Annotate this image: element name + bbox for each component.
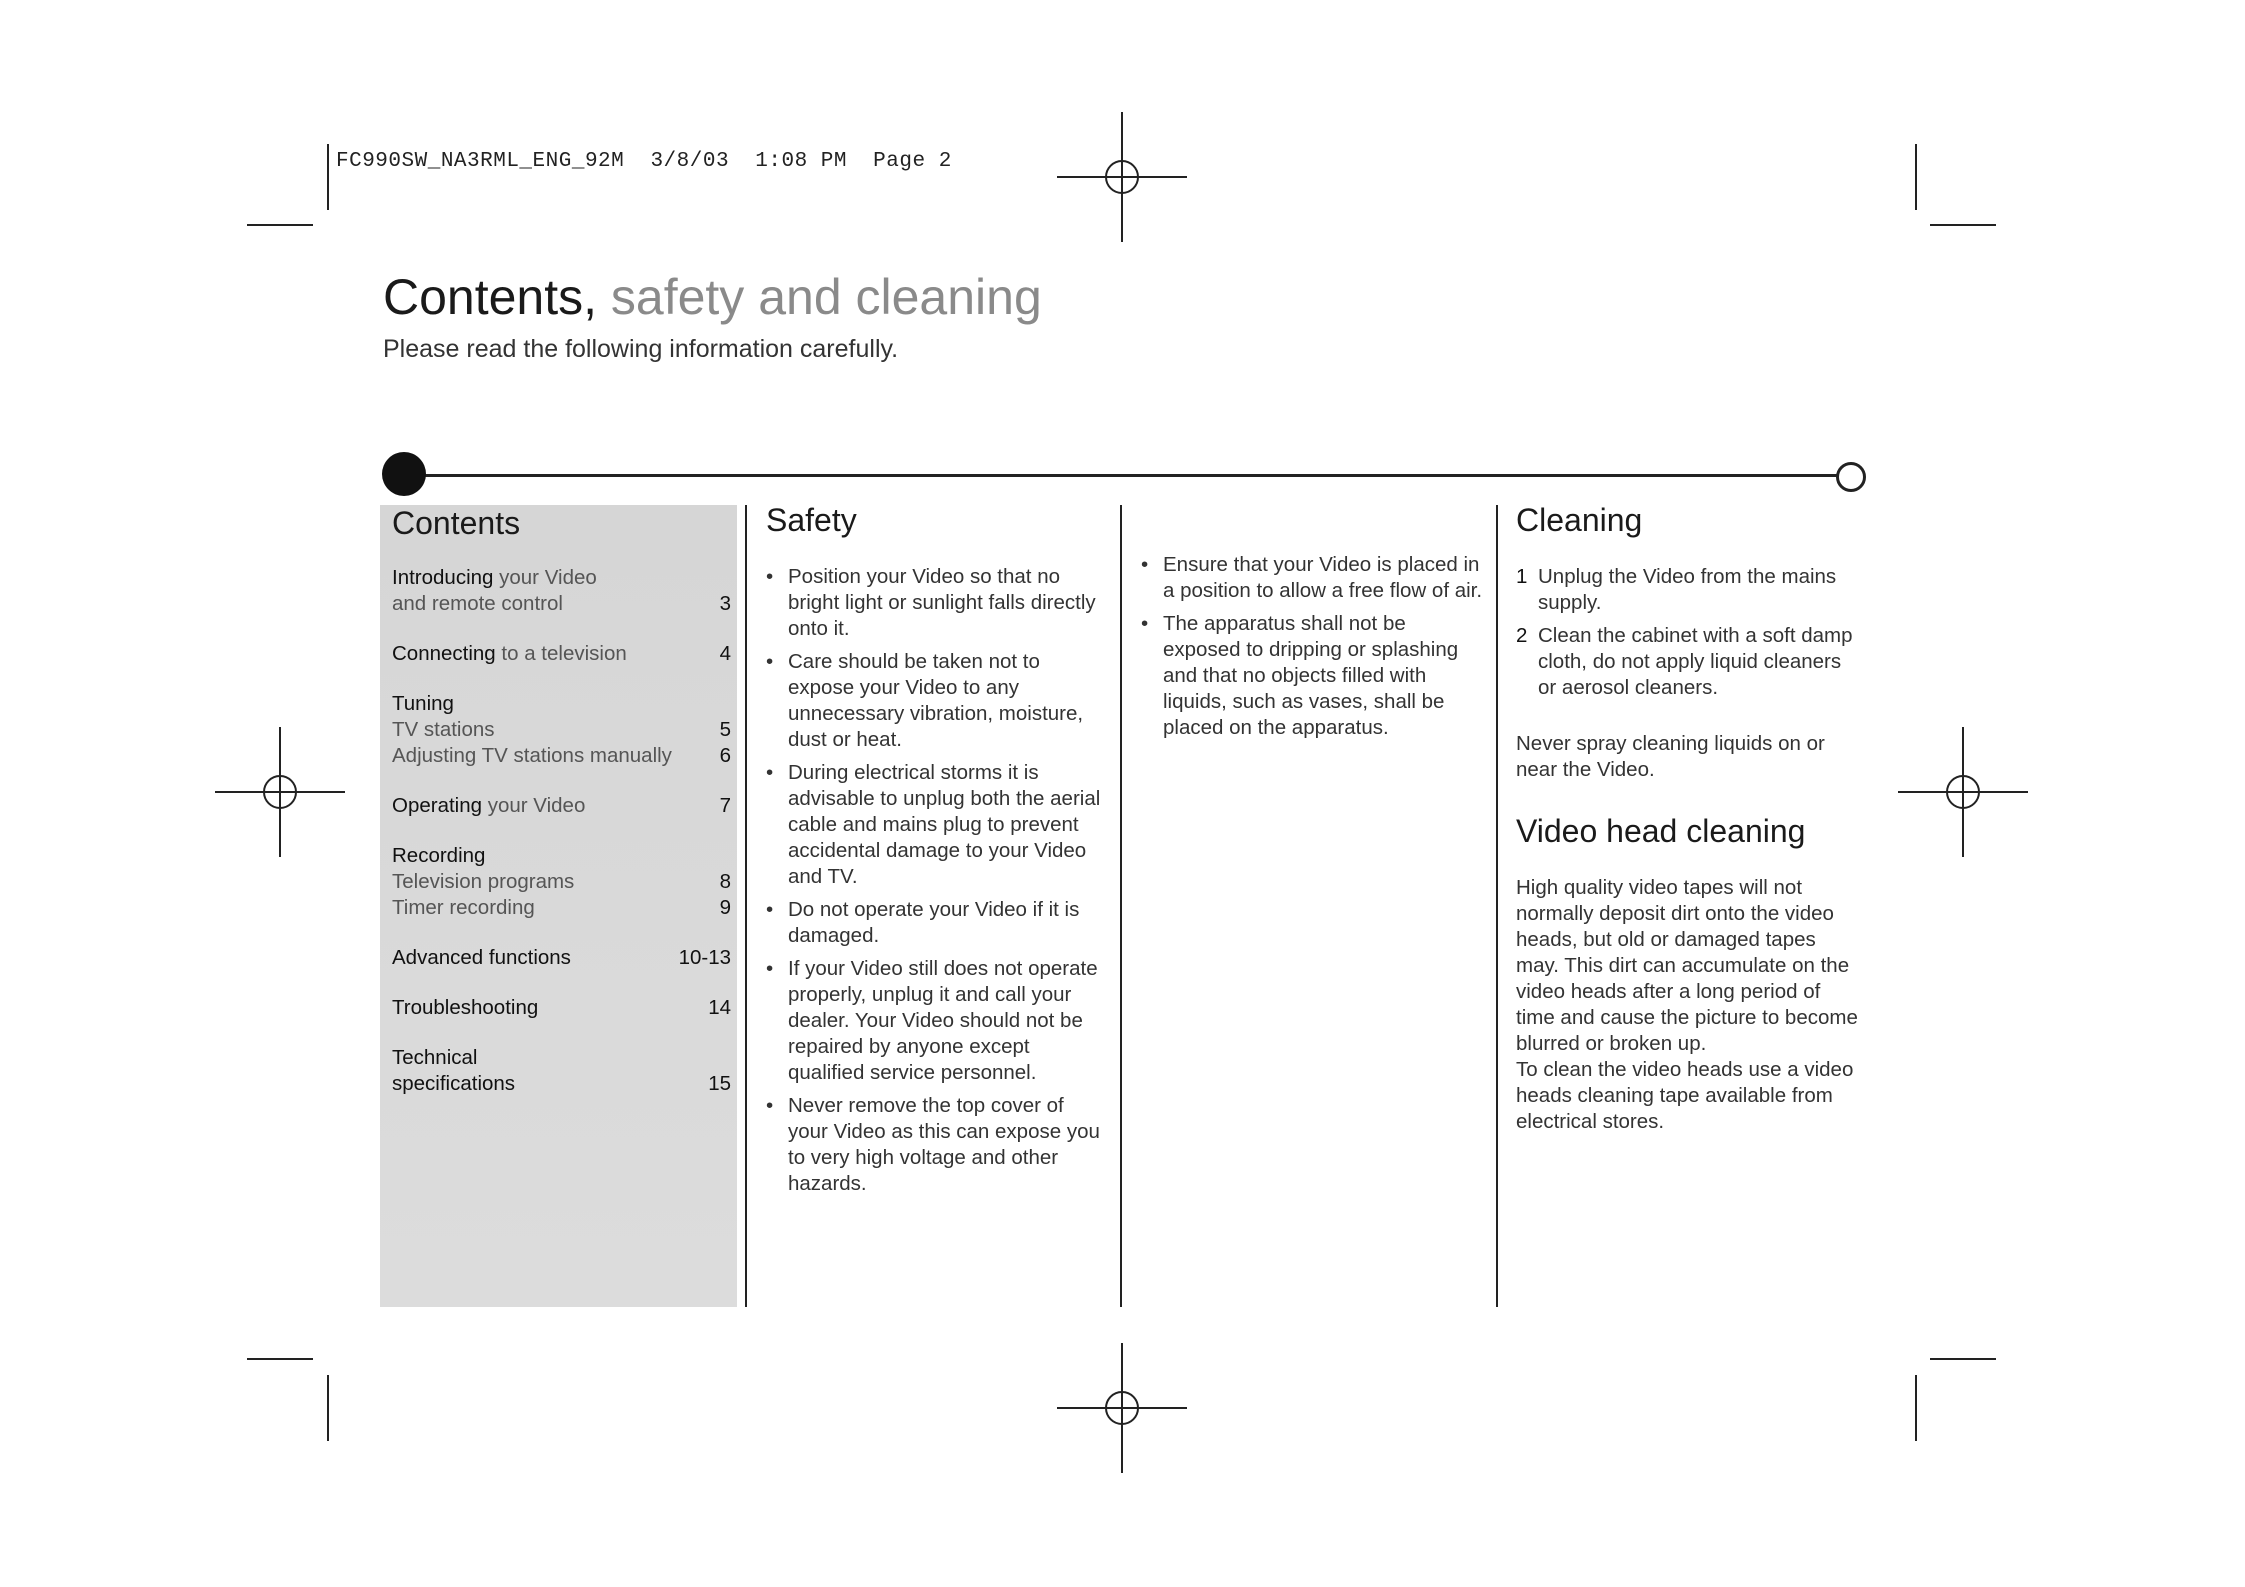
crop-mark-top-right-horizontal xyxy=(1930,224,1996,226)
registration-mark-left-icon xyxy=(215,727,345,857)
contents-entry-label xyxy=(392,1071,515,1097)
contents-entry-page: 4 xyxy=(719,642,731,665)
safety-item xyxy=(766,1093,1106,1197)
contents-heading: Contents xyxy=(392,505,521,541)
contents-entry-page: 8 xyxy=(719,870,731,893)
bullet-icon: • xyxy=(766,957,774,980)
cleaning-step xyxy=(1516,564,1861,616)
contents-group xyxy=(392,565,737,617)
contents-entry xyxy=(392,995,737,1021)
safety-item xyxy=(766,649,1106,753)
contents-entry-label xyxy=(392,717,495,743)
contents-entry-topic: Tuning xyxy=(392,692,454,715)
contents-group xyxy=(392,1045,737,1097)
safety-list-continued xyxy=(1141,552,1486,741)
contents-entry xyxy=(392,1071,737,1097)
cleaning-steps xyxy=(1516,564,1861,701)
crop-mark-top-left-horizontal xyxy=(247,224,313,226)
contents-entry-label xyxy=(392,995,538,1021)
page-title xyxy=(383,268,1042,326)
contents-entry-topic: Introducing xyxy=(392,566,494,589)
column-divider-2 xyxy=(1120,505,1122,1307)
safety-item xyxy=(766,760,1106,890)
contents-entry-label xyxy=(392,843,485,869)
contents-entry-topic: Operating xyxy=(392,794,483,817)
contents-entry xyxy=(392,743,737,769)
contents-entry xyxy=(392,717,737,743)
safety-item-text: If your Video still does not operate properly, unplug it and call your dealer. Your Video should not be repaired by anyone except qualified service personnel. xyxy=(788,957,1098,1084)
contents-panel xyxy=(380,505,737,1307)
bullet-icon: • xyxy=(1141,612,1149,635)
cleaning-step-text: Unplug the Video from the mains supply. xyxy=(1538,565,1837,614)
safety-item xyxy=(766,564,1106,642)
contents-entry-label xyxy=(392,565,597,591)
column-divider-3 xyxy=(1496,505,1498,1307)
contents-entry-detail: and remote control xyxy=(392,592,563,615)
contents-entry xyxy=(392,691,737,717)
cleaning-step-number: 1 xyxy=(1516,565,1528,588)
contents-entry-page: 7 xyxy=(719,794,731,817)
contents-entry-page: 9 xyxy=(719,896,731,919)
bullet-icon: • xyxy=(766,650,774,673)
crop-mark-bottom-right-horizontal xyxy=(1930,1358,1996,1360)
cleaning-heading: Cleaning xyxy=(1516,502,1643,538)
safety-column xyxy=(766,500,1106,1204)
contents-group xyxy=(392,995,737,1021)
bullet-icon: • xyxy=(766,761,774,784)
contents-entry-detail: to a television xyxy=(495,642,627,665)
page-title-main: Contents, xyxy=(383,269,598,325)
crop-mark-bottom-left-horizontal xyxy=(247,1358,313,1360)
contents-entry-label xyxy=(392,591,563,617)
safety-item xyxy=(766,956,1106,1086)
contents-group xyxy=(392,691,737,769)
crop-mark-top-left-vertical xyxy=(327,144,329,210)
contents-entry-page: 10-13 xyxy=(678,946,731,969)
contents-entry xyxy=(392,869,737,895)
safety-item-text: Do not operate your Video if it is damaged. xyxy=(788,898,1080,947)
safety-item xyxy=(1141,611,1486,741)
contents-entry-label xyxy=(392,691,454,717)
safety-item-text: Ensure that your Video is placed in a position to allow a free flow of air. xyxy=(1163,553,1483,602)
contents-entry xyxy=(392,843,737,869)
crop-mark-bottom-left-vertical xyxy=(327,1375,329,1441)
contents-entry xyxy=(392,945,737,971)
contents-entry-detail: your Video xyxy=(482,794,586,817)
safety-item xyxy=(1141,552,1486,604)
safety-item-text: Never remove the top cover of your Video as this can expose you to very high voltage and other hazards. xyxy=(788,1094,1100,1195)
contents-entry-detail: Timer recording xyxy=(392,896,535,919)
contents-entry-detail: Adjusting TV stations manually xyxy=(392,744,672,767)
page-title-accent: safety and cleaning xyxy=(597,269,1042,325)
safety-continued-column xyxy=(1141,552,1486,748)
bullet-icon: • xyxy=(766,565,774,588)
video-head-cleaning-paragraph-2: To clean the video heads use a video heads cleaning tape available from electrical stores. xyxy=(1516,1058,1854,1133)
cleaning-note: Never spray cleaning liquids on or near the Video. xyxy=(1516,732,1825,781)
contents-entry-label xyxy=(392,743,672,769)
contents-entry-label xyxy=(392,793,585,819)
contents-entry-detail: TV stations xyxy=(392,718,495,741)
video-head-cleaning-heading: Video head cleaning xyxy=(1516,813,1806,849)
crop-mark-top-right-vertical xyxy=(1915,144,1917,210)
contents-entry-topic: specifications xyxy=(392,1072,516,1095)
contents-group xyxy=(392,945,737,971)
bullet-icon: • xyxy=(1141,553,1149,576)
bullet-icon: • xyxy=(766,1094,774,1117)
section-rule xyxy=(404,474,1844,477)
contents-entry xyxy=(392,793,737,819)
contents-entry-label xyxy=(392,641,627,667)
rule-end-circle-icon xyxy=(1836,462,1866,492)
contents-entry-page: 5 xyxy=(719,718,731,741)
safety-item-text: During electrical storms it is advisable to unplug both the aerial cable and mains plug to prevent accidental damage to your Video and TV. xyxy=(788,761,1101,888)
bullet-icon: • xyxy=(766,898,774,921)
contents-entry-topic: Recording xyxy=(392,844,486,867)
contents-entry xyxy=(392,565,737,591)
rule-start-dot-icon xyxy=(382,452,426,496)
contents-entry-label xyxy=(392,1045,477,1071)
cleaning-column xyxy=(1516,500,1861,1157)
contents-entry-page: 3 xyxy=(719,592,731,615)
contents-entry-label xyxy=(392,895,535,921)
cleaning-step-text: Clean the cabinet with a soft damp cloth, do not apply liquid cleaners or aerosol cleaners. xyxy=(1538,624,1853,699)
cleaning-step-number: 2 xyxy=(1516,624,1528,647)
contents-entry-topic: Troubleshooting xyxy=(392,996,539,1019)
contents-entry-label xyxy=(392,869,574,895)
safety-list xyxy=(766,564,1106,1197)
contents-entry-label xyxy=(392,945,571,971)
contents-list xyxy=(392,565,737,1121)
contents-entry-topic: Advanced functions xyxy=(392,946,571,969)
contents-entry-topic: Technical xyxy=(392,1046,478,1069)
crop-mark-bottom-right-vertical xyxy=(1915,1375,1917,1441)
contents-entry-page: 14 xyxy=(708,996,731,1019)
safety-heading: Safety xyxy=(766,502,857,538)
contents-entry-detail: your Video xyxy=(493,566,597,589)
safety-item xyxy=(766,897,1106,949)
print-header: FC990SW_NA3RML_ENG_92M 3/8/03 1:08 PM Page 2 xyxy=(336,150,952,173)
safety-item-text: Position your Video so that no bright light or sunlight falls directly onto it. xyxy=(788,565,1096,640)
contents-entry-page: 15 xyxy=(708,1072,731,1095)
contents-entry xyxy=(392,895,737,921)
registration-mark-right-icon xyxy=(1898,727,2028,857)
page-subtitle: Please read the following information carefully. xyxy=(383,335,899,363)
contents-entry xyxy=(392,1045,737,1071)
contents-group xyxy=(392,793,737,819)
contents-entry xyxy=(392,591,737,617)
cleaning-step xyxy=(1516,623,1861,701)
contents-group xyxy=(392,641,737,667)
registration-mark-top-icon xyxy=(1057,112,1187,242)
safety-item-text: The apparatus shall not be exposed to dripping or splashing and that no objects filled with liquids, such as vases, shall be placed on the apparatus. xyxy=(1163,612,1459,739)
contents-entry-detail: Television programs xyxy=(392,870,575,893)
video-head-cleaning-paragraph-1: High quality video tapes will not normally deposit dirt onto the video heads, but old or damaged tapes may. This dirt can accumulate on the video heads after a long period of time and cause the picture to become blurred or broken up. xyxy=(1516,876,1858,1055)
contents-group xyxy=(392,843,737,921)
registration-mark-bottom-icon xyxy=(1057,1343,1187,1473)
contents-entry-topic: Connecting xyxy=(392,642,496,665)
contents-entry xyxy=(392,641,737,667)
column-divider-1 xyxy=(745,505,747,1307)
safety-item-text: Care should be taken not to expose your Video to any unnecessary vibration, moisture, dust or heat. xyxy=(788,650,1084,751)
contents-entry-page: 6 xyxy=(719,744,731,767)
